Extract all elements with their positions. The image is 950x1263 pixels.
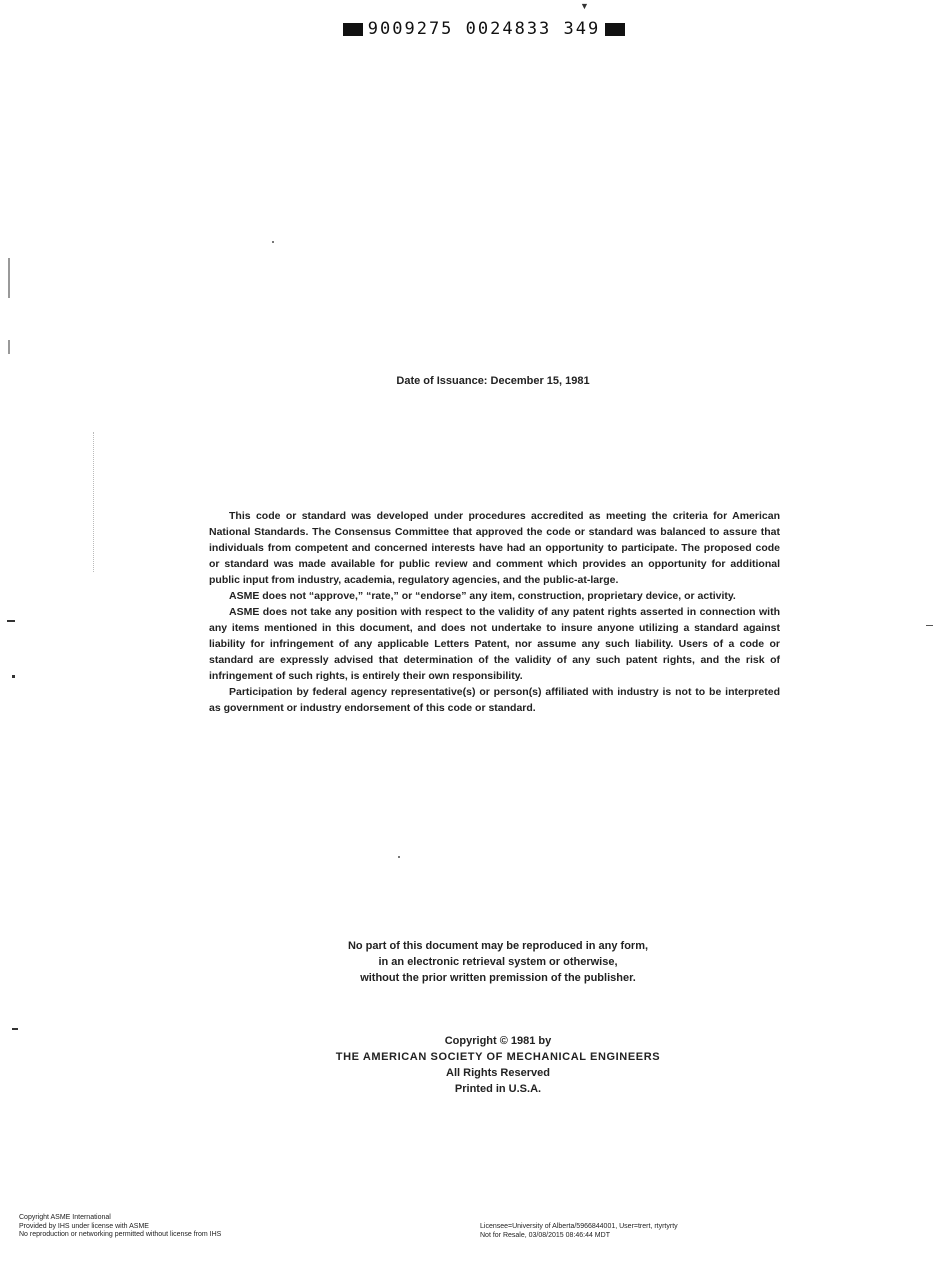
footer-line: No reproduction or networking permitted without license from IHS <box>19 1231 222 1238</box>
scan-speck <box>8 340 10 354</box>
footer-line: Licensee=University of Alberta/5966844001, User=trert, rtyrtyrty <box>480 1223 678 1230</box>
copyright-block <box>300 1033 696 1097</box>
scan-speck <box>12 1028 18 1030</box>
dotted-edge-mark <box>93 432 94 572</box>
printed-in: Printed in U.S.A. <box>454 1083 542 1095</box>
scan-speck <box>926 625 933 626</box>
scan-speck <box>398 856 400 858</box>
publisher-name: THE AMERICAN SOCIETY OF MECHANICAL ENGINEERS <box>335 1051 661 1063</box>
top-arrow-mark: ▼ <box>580 1 589 11</box>
reproduction-notice <box>300 938 696 986</box>
paragraph-patent-rights: ASME does not take any position with respect to the validity of any patent rights asserted in connection with any items mentioned in this document, and does not undertake to insure anyone utilizing a standard against liability for infringement of any applicable Letters Patent, nor assume any such liability. Users of a code or standard are expressly advised that determination of the validity of any such patent rights, and the risk of infringement of such rights, is entirely their own responsibility. <box>209 606 780 682</box>
scan-speck <box>7 620 15 622</box>
date-of-issuance: Date of Issuance: December 15, 1981 <box>396 375 590 387</box>
footer-licensee-info <box>480 1223 678 1240</box>
footer-license-info <box>19 1214 221 1240</box>
rights-reserved: All Rights Reserved <box>446 1067 550 1079</box>
footer-line: Not for Resale, 03/08/2015 08:46:44 MDT <box>480 1231 610 1239</box>
paragraph-federal-participation: Participation by federal agency representative(s) or person(s) affiliated with industry is not to be interpreted as government or industry endorsement of this code or standard. <box>209 686 780 714</box>
copyright-year: Copyright © 1981 by <box>444 1035 552 1047</box>
right-black-block <box>605 23 625 36</box>
document-code-banner <box>343 18 625 40</box>
paragraph-accreditation: This code or standard was developed under procedures accredited as meeting the criteria for American National Standards. The Consensus Committee that approved the code or standard was balanced to assure that individuals from competent and concerned interests have had an opportunity to participate. The proposed code or standard was made available for public review and comment which provides an opportunity for additional public input from industry, academia, regulatory agencies, and the public-at-large. <box>209 510 780 586</box>
scan-speck <box>12 675 15 678</box>
notice-line: without the prior written premission of the publisher. <box>360 972 636 984</box>
scan-speck <box>8 258 10 298</box>
left-black-block <box>343 23 363 36</box>
notice-line: in an electronic retrieval system or otherwise, <box>378 956 618 968</box>
notice-line: No part of this document may be reproduced in any form, <box>347 940 649 952</box>
footer-line: Copyright ASME International <box>19 1214 111 1221</box>
legal-notice-body <box>209 508 780 716</box>
paragraph-no-endorsement: ASME does not “approve,” “rate,” or “endorse” any item, construction, proprietary device, or activity. <box>229 590 736 602</box>
footer-line: Provided by IHS under license with ASME <box>19 1222 149 1230</box>
code-number: 9009275 0024833 349 <box>367 19 601 39</box>
scan-speck <box>272 241 274 243</box>
